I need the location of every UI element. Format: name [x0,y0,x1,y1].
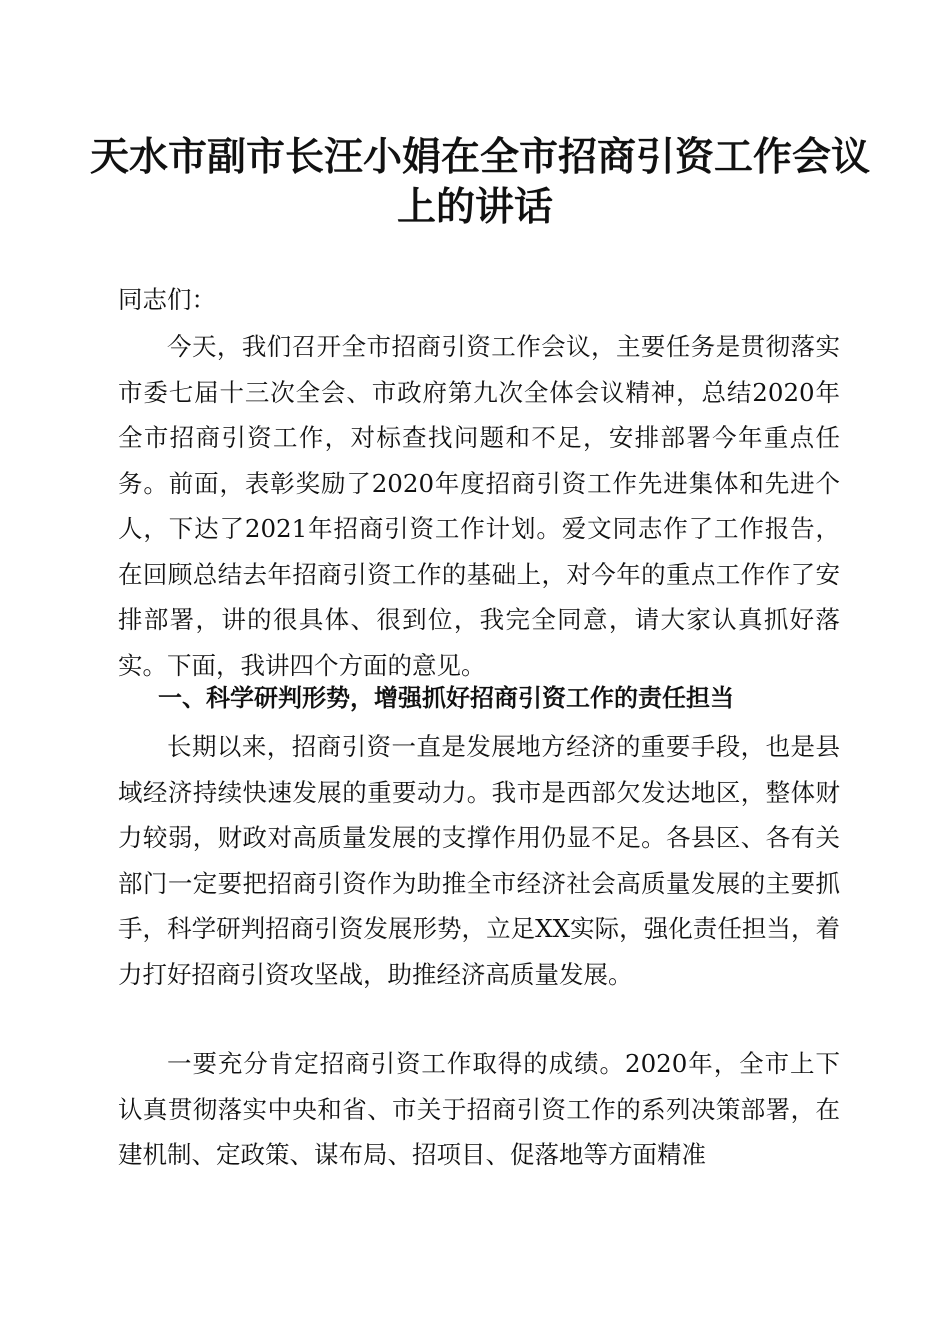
paragraph-intro: 今天，我们召开全市招商引资工作会议，主要任务是贯彻落实市委七届十三次全会、市政府第九次全体会议精神，总结2020年全市招商引资工作，对标查找问题和不足，安排部署今年重点任务。前面，表彰奖励了2020年度招商引资工作先进集体和先进个人，下达了2021年招商引资工作计划。爱文同志作了工作报告，在回顾总结去年招商引资工作的基础上，对今年的重点工作作了安排部署，讲的很具体、很到位，我完全同意，请大家认真抓好落实。下面，我讲四个方面的意见。 [118,332,840,680]
salutation: 同志们： [118,285,216,314]
paragraph-achievements: 一要充分肯定招商引资工作取得的成绩。2020年，全市上下认真贯彻落实中央和省、市关于招商引资工作的系列决策部署，在建机制、定政策、谋布局、招项目、促落地等方面精准 [118,1049,840,1169]
document-title-line-2: 上的讲话 [396,184,553,230]
section-heading-1: 一、科学研判形势，增强抓好招商引资工作的责任担当 [158,684,734,712]
document-title-line-1: 天水市副市长汪小娟在全市招商引资工作会议 [90,134,871,180]
paragraph-section-1: 长期以来，招商引资一直是发展地方经济的重要手段，也是县域经济持续快速发展的重要动力。我市是西部欠发达地区，整体财力较弱，财政对高质量发展的支撑作用仍显不足。各县区、各有关部门一定要把招商引资作为助推全市经济社会高质量发展的主要抓手，科学研判招商引资发展形势，立足XX实际，强化责任担当，着力打好招商引资攻坚战，助推经济高质量发展。 [118,732,840,989]
